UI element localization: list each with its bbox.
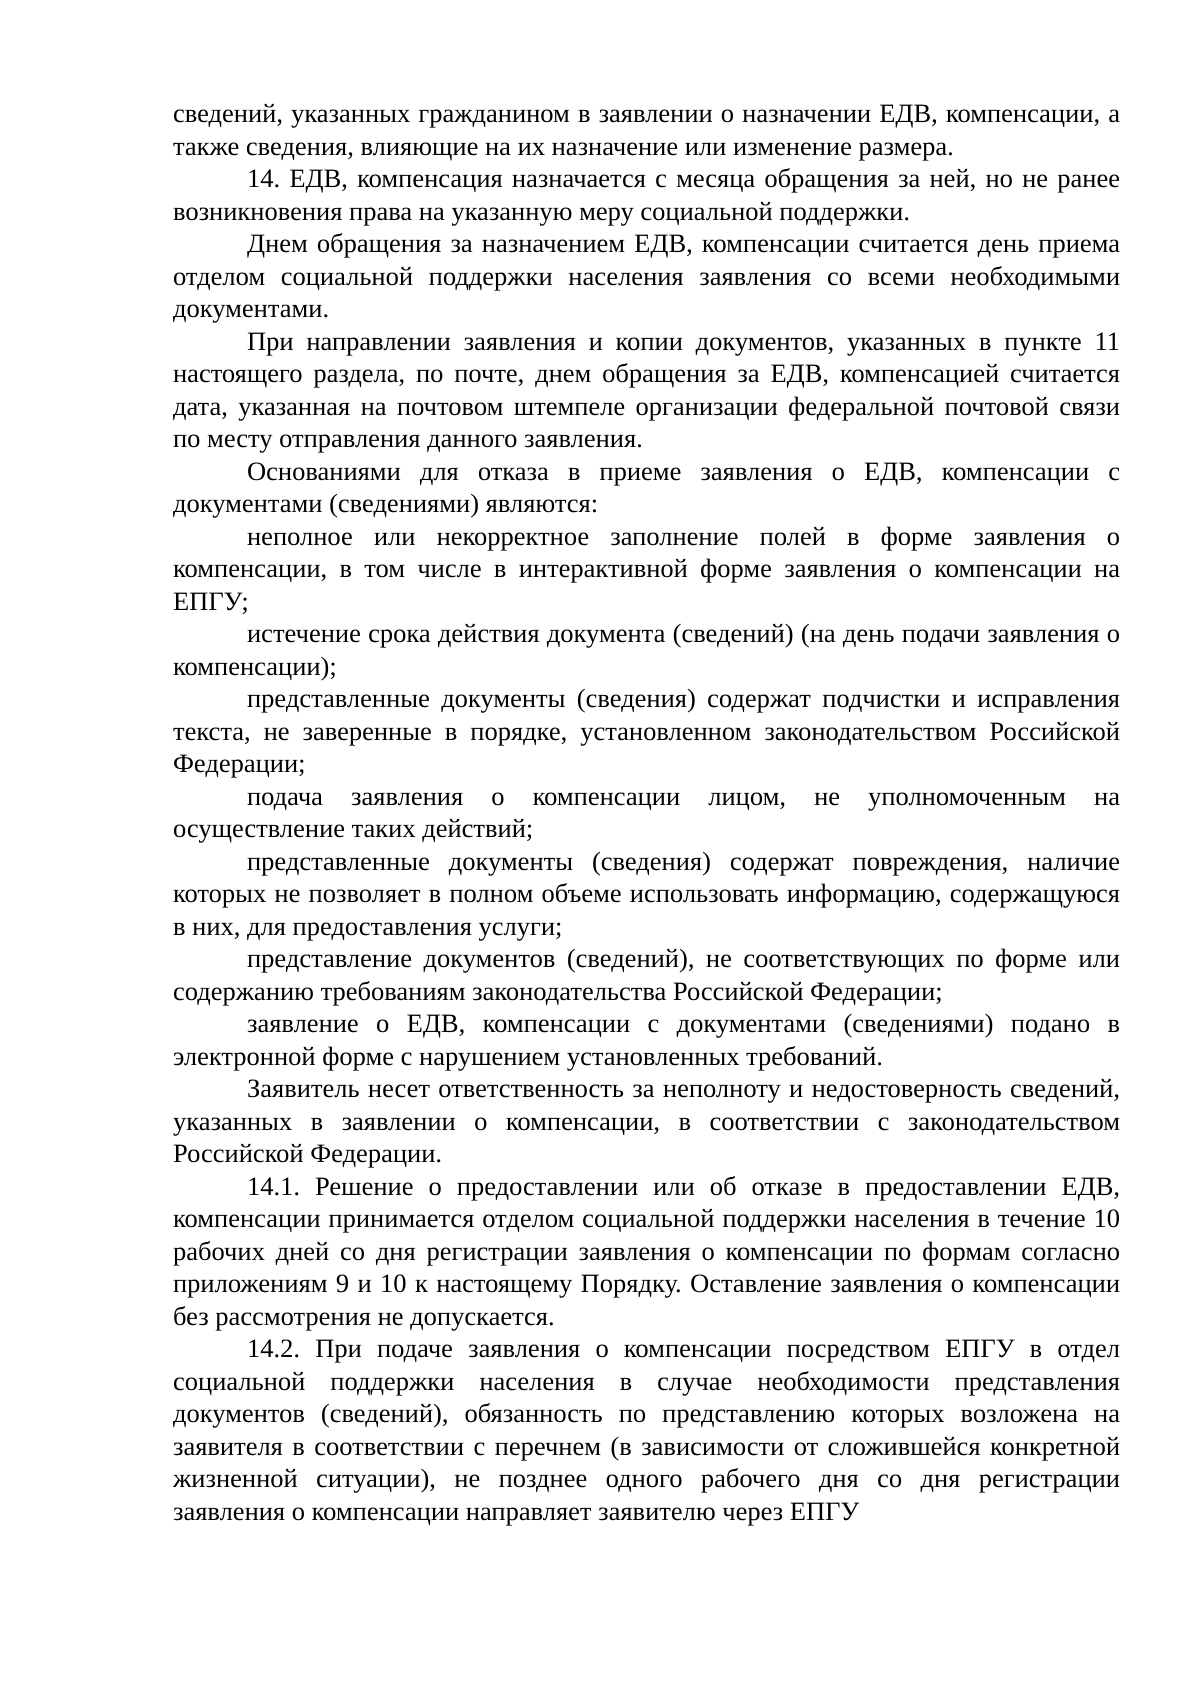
paragraph: сведений, указанных гражданином в заявлении о назначении ЕДВ, компенсации, а также сведения, влияющие на их назначение или изменение размера.	[173, 98, 1120, 161]
paragraph: представленные документы (сведения) содержат подчистки и исправления текста, не заверенные в порядке, установленном законодательством Российской Федерации;	[173, 683, 1120, 778]
paragraph: подача заявления о компенсации лицом, не уполномоченным на осуществление таких действий;	[173, 780, 1120, 843]
paragraph: неполное или некорректное заполнение полей в форме заявления о компенсации, в том числе в интерактивной форме заявления о компенсации на ЕПГУ;	[173, 520, 1120, 616]
paragraph: 14.2. При подаче заявления о компенсации посредством ЕПГУ в отдел социальной поддержки населения в случае необходимости представления документов (сведений), обязанность по представлению которых возложена на заявителя в соответствии с перечнем (в зависимости от сложившейся конкретной жизненной ситуации), не позднее одного рабочего дня со дня регистрации заявления о компенсации направляет заявителю через ЕПГУ	[173, 1333, 1120, 1526]
document-body	[173, 97, 1120, 1527]
paragraph: истечение срока действия документа (сведений) (на день подачи заявления о компенсации);	[173, 618, 1120, 681]
paragraph: Днем обращения за назначением ЕДВ, компенсации считается день приема отделом социальной поддержки населения заявления со всеми необходимыми документами.	[173, 228, 1120, 323]
paragraph: представленные документы (сведения) содержат повреждения, наличие которых не позволяет в полном объеме использовать информацию, содержащуюся в них, для предоставления услуги;	[173, 845, 1120, 941]
paragraph: представление документов (сведений), не соответствующих по форме или содержанию требованиям законодательства Российской Федерации;	[173, 943, 1120, 1006]
paragraph: 14.1. Решение о предоставлении или об отказе в предоставлении ЕДВ, компенсации принимается отделом социальной поддержки населения в течение 10 рабочих дней со дня регистрации заявления о компенсации по формам согласно приложениям 9 и 10 к настоящему Порядку. Оставление заявления о компенсации без рассмотрения не допускается.	[173, 1170, 1120, 1331]
paragraph: 14. ЕДВ, компенсация назначается с месяца обращения за ней, но не ранее возникновения права на указанную меру социальной поддержки.	[173, 163, 1120, 226]
paragraph: Заявитель несет ответственность за неполноту и недостоверность сведений, указанных в заявлении о компенсации, в соответствии с законодательством Российской Федерации.	[173, 1073, 1120, 1168]
paragraph: заявление о ЕДВ, компенсации с документами (сведениями) подано в электронной форме с нарушением установленных требований.	[173, 1008, 1120, 1071]
paragraph: Основаниями для отказа в приеме заявления о ЕДВ, компенсации с документами (сведениями) являются:	[173, 455, 1120, 518]
paragraph: При направлении заявления и копии документов, указанных в пункте 11 настоящего раздела, по почте, днем обращения за ЕДВ, компенсацией считается дата, указанная на почтовом штемпеле организации федеральной почтовой связи по месту отправления данного заявления.	[173, 325, 1120, 453]
